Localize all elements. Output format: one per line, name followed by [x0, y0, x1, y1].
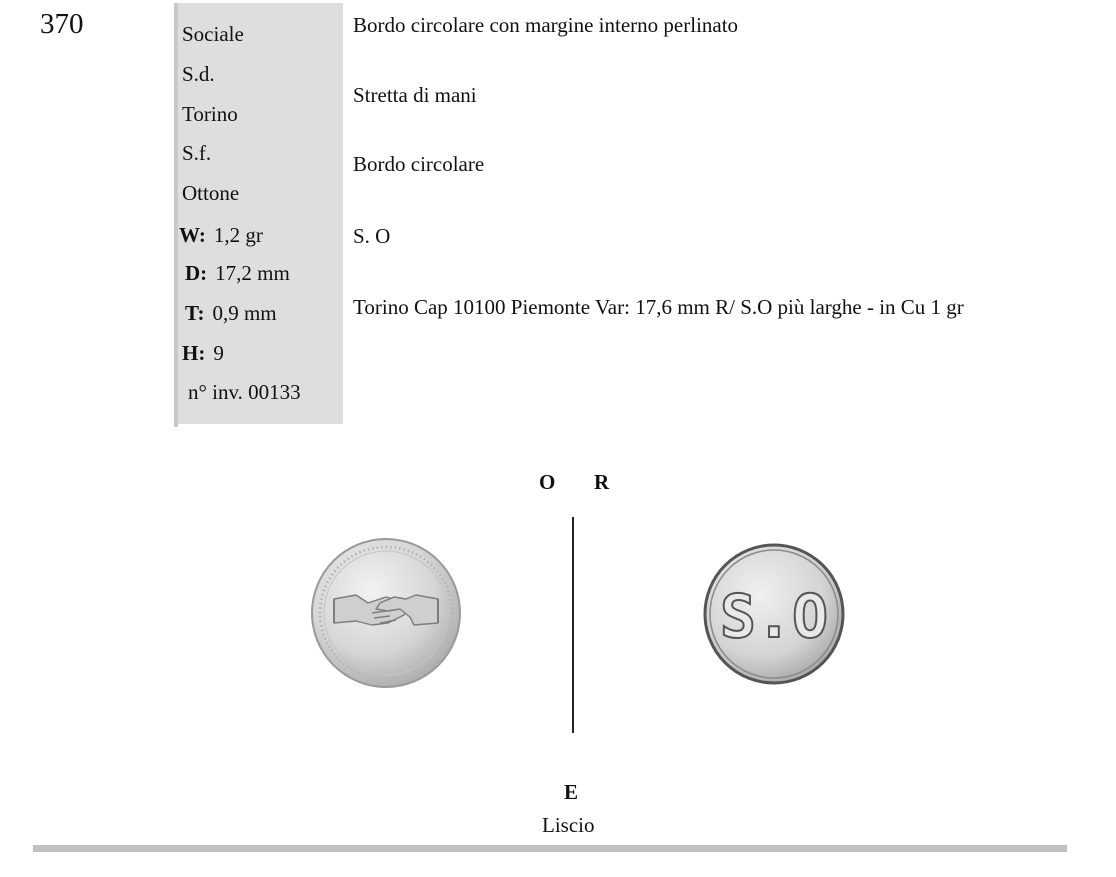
category: Sociale [182, 22, 244, 46]
catalog-number: 370 [40, 8, 84, 40]
weight-row [179, 223, 263, 248]
mint: S.f. [182, 141, 212, 165]
diameter-value: 17,2 mm [215, 261, 290, 285]
thickness-label: T: [185, 301, 205, 325]
axis-label: H: [182, 341, 206, 365]
date: S.d. [182, 62, 215, 86]
diameter-row [185, 261, 290, 286]
axis-value: 9 [213, 341, 224, 365]
border-description-2: Bordo circolare [353, 152, 485, 176]
city: Torino [182, 102, 238, 126]
metadata-panel [174, 3, 343, 424]
obverse-description: Stretta di mani [353, 83, 477, 107]
obverse-coin-image [310, 537, 462, 689]
notes: Torino Cap 10100 Piemonte Var: 17,6 mm R/ S.O più larghe - in Cu 1 gr [353, 295, 964, 319]
material: Ottone [182, 181, 240, 205]
reverse-description: S. O [353, 224, 391, 248]
edge-letter: E [564, 780, 579, 804]
border-description: Bordo circolare con margine interno perlinato [353, 13, 739, 37]
panel-edge [174, 3, 178, 427]
reverse-coin-image [703, 543, 845, 685]
thickness-row [185, 301, 277, 326]
side-divider [572, 517, 574, 733]
weight-value: 1,2 gr [213, 223, 263, 247]
reverse-coin-legend: S.O [719, 582, 829, 652]
inventory-number: n° inv. 00133 [188, 380, 301, 404]
weight-label: W: [179, 223, 206, 247]
thickness-value: 0,9 mm [212, 301, 277, 325]
diameter-label: D: [185, 261, 208, 285]
handshake-icon [334, 595, 438, 625]
obverse-letter: O [539, 470, 556, 494]
axis-row [182, 341, 224, 366]
reverse-letter: R [594, 470, 610, 494]
edge-description: Liscio [542, 813, 595, 837]
bottom-rule [33, 845, 1067, 852]
